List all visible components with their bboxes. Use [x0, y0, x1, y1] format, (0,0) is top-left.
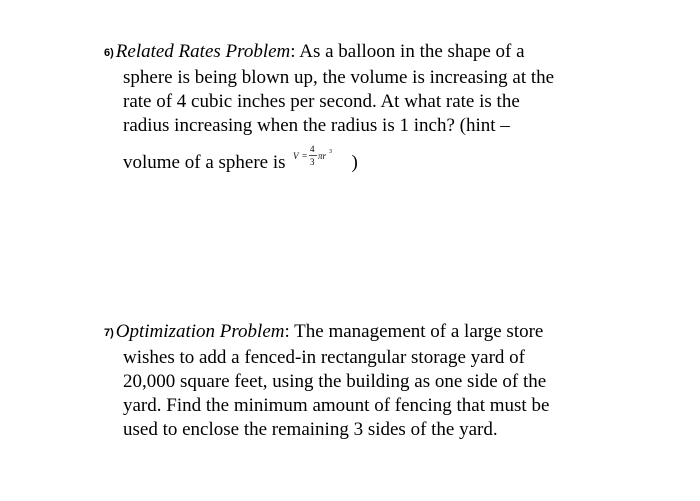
- problem-number: 7): [104, 327, 114, 339]
- problem-title: Related Rates Problem: [115, 41, 291, 62]
- formula-denominator: 3: [309, 157, 315, 167]
- problem-text-line: 20,000 square feet, using the building as one side of the: [123, 371, 547, 392]
- problem-text-line: radius increasing when the radius is 1 inch? (hint –: [123, 115, 510, 136]
- problem-text-line: wishes to add a fenced-in rectangular storage yard of: [123, 347, 525, 368]
- problem-title: Optimization Problem: [115, 321, 285, 342]
- sphere-volume-formula: [290, 144, 352, 175]
- problem-text-line: rate of 4 cubic inches per second. At what rate is the: [123, 91, 520, 112]
- problem-text-line: used to enclose the remaining 3 sides of the yard.: [123, 419, 498, 440]
- formula-numerator: 4: [309, 144, 315, 154]
- problem-6: [104, 40, 624, 175]
- formula-lhs: V: [292, 151, 299, 161]
- problem-text-line: sphere is being blown up, the volume is increasing at the: [123, 67, 555, 88]
- problem-6-first-line: [104, 40, 624, 66]
- formula-pi-r: πr: [317, 151, 326, 161]
- formula-graphic: [290, 141, 352, 175]
- closing-paren: ): [351, 152, 358, 173]
- problem-text-line: : As a balloon in the shape of a: [290, 41, 525, 62]
- problem-text-line: : The management of a large store: [284, 321, 544, 342]
- formula-equals: =: [301, 151, 307, 161]
- formula-exponent: 3: [328, 149, 332, 155]
- problem-7-first-line: [104, 320, 624, 346]
- problem-7: [104, 320, 624, 442]
- problem-text-line: volume of a sphere is: [123, 152, 286, 173]
- problem-number: 6): [104, 47, 114, 59]
- problem-text-line: yard. Find the minimum amount of fencing that must be: [123, 395, 550, 416]
- hint-line: [104, 144, 624, 175]
